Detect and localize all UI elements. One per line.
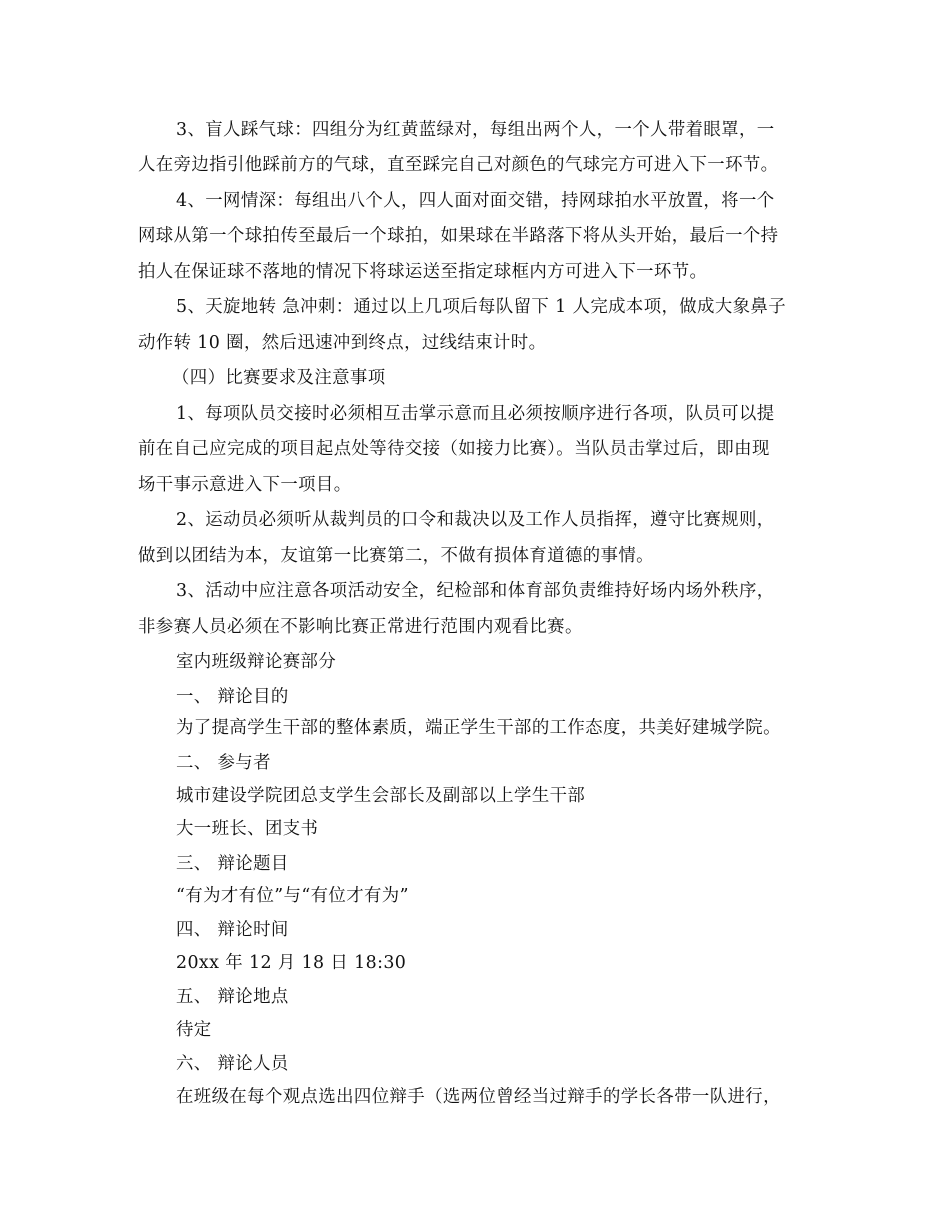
- paragraph-line: 网球从第一个球拍传至最后一个球拍，如果球在半路落下将从头开始，最后一个持: [138, 226, 779, 246]
- paragraph-line: 人在旁边指引他踩前方的气球，直至踩完自己对颜色的气球完方可进入下一环节。: [138, 155, 779, 175]
- paragraph-line: 非参赛人员必须在不影响比赛正常进行范围内观看比赛。: [138, 617, 583, 637]
- section-heading: 三、 辩论题目: [176, 854, 289, 874]
- section-heading: （四）比赛要求及注意事项: [172, 368, 386, 388]
- section-title: 室内班级辩论赛部分: [176, 652, 337, 672]
- section-heading: 一、 辩论目的: [176, 687, 289, 707]
- paragraph-line: 3、盲人踩气球：四组分为红黄蓝绿对，每组出两个人，一个人带着眼罩，一: [176, 120, 775, 140]
- section-heading: 五、 辩论地点: [176, 987, 289, 1007]
- paragraph-line: 1、每项队员交接时必须相互击掌示意而且必须按顺序进行各项，队员可以提: [176, 404, 775, 424]
- paragraph-line: 5、天旋地转 急冲刺：通过以上几项后每队留下 1 人完成本项，做成大象鼻子: [176, 297, 787, 317]
- section-heading: 四、 辩论时间: [176, 920, 289, 940]
- paragraph-line: 场干事示意进入下一项目。: [138, 475, 352, 495]
- paragraph-line: “有为才有位”与“有位才有为”: [176, 886, 409, 906]
- section-heading: 六、 辩论人员: [176, 1054, 289, 1074]
- paragraph-line: 动作转 10 圈，然后迅速冲到终点，过线结束计时。: [138, 333, 547, 353]
- paragraph-line: 4、一网情深：每组出八个人，四人面对面交错，持网球拍水平放置，将一个: [176, 191, 775, 211]
- paragraph-line: 3、活动中应注意各项活动安全，纪检部和体育部负责维持好场内场外秩序，: [176, 581, 775, 601]
- paragraph-line: 城市建设学院团总支学生会部长及副部以上学生干部: [176, 786, 586, 806]
- paragraph-line: 2、运动员必须听从裁判员的口令和裁决以及工作人员指挥，遵守比赛规则，: [176, 510, 775, 530]
- paragraph-line: 做到以团结为本，友谊第一比赛第二，不做有损体育道德的事情。: [138, 546, 654, 566]
- paragraph-line: 为了提高学生干部的整体素质，端正学生干部的工作态度，共美好建城学院。: [176, 718, 781, 738]
- paragraph-line: 大一班长、团支书: [176, 819, 319, 839]
- paragraph-line: 20xx 年 12 月 18 日 18:30: [176, 953, 407, 973]
- paragraph-line: 拍人在保证球不落地的情况下将球运送至指定球框内方可进入下一环节。: [138, 262, 708, 282]
- paragraph-line: 在班级在每个观点选出四位辩手（选两位曾经当过辩手的学长各带一队进行，: [176, 1087, 781, 1107]
- paragraph-line: 前在自己应完成的项目起点处等待交接（如接力比赛）。当队员击掌过后，即由现: [138, 439, 770, 459]
- paragraph-line: 待定: [176, 1020, 212, 1040]
- section-heading: 二、 参与者: [176, 753, 271, 773]
